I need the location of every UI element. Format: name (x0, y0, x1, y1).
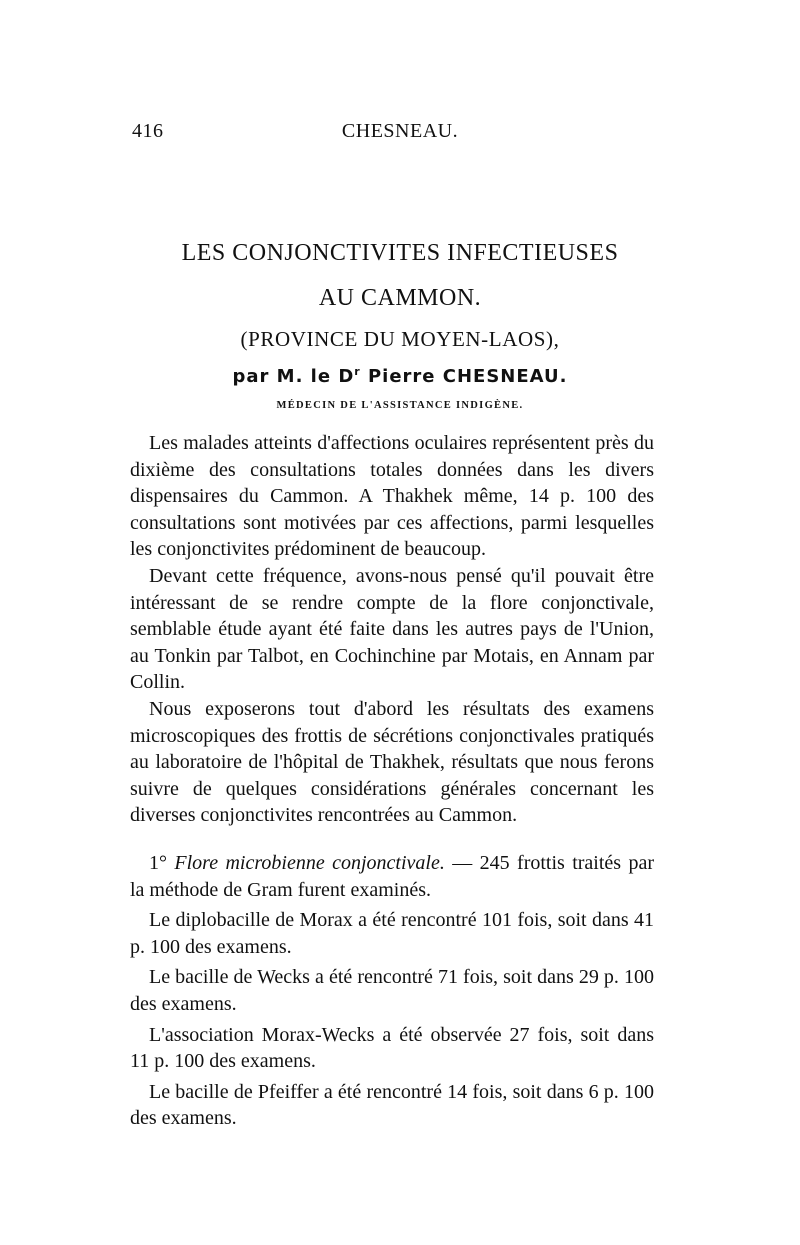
article-title-line-1: LES CONJONCTIVITES INFECTIEUSES (181, 240, 619, 266)
running-head: CHESNEAU. (341, 120, 459, 142)
article-title-line-2: AU CAMMON. (318, 285, 482, 311)
byline-prefix: par M. le D (232, 366, 355, 387)
section-1 (130, 850, 654, 1136)
section-1-intro (130, 850, 654, 903)
byline-sup: r (354, 365, 361, 378)
paragraph: Devant cette fréquence, avons-nous pensé qu'il pouvait être intéressant de se rendre compte de la flore conjonctivale, semblable étude ayant été faite dans les autres pays de l'Union, au Tonkin par Talbot, en Cochinchine par Motais, en Annam par Collin. (130, 564, 654, 694)
intro-text (130, 430, 654, 829)
result-paragraph: Le bacille de Wecks a été rencontré 71 fois, soit dans 29 p. 100 des examens. (130, 966, 654, 1015)
paragraph: Les malades atteints d'affections oculaires représentent près du dixième des consultations totales données dans les divers dispensaires du Cammon. A Thakhek même, 14 p. 100 des consultations sont motivées par ces affections, parmi lesquelles les conjonctivites prédominent de beaucoup. (130, 432, 654, 561)
author-affiliation: MÉDECIN DE L'ASSISTANCE INDIGÈNE. (276, 400, 524, 411)
result-paragraph: Le bacille de Pfeiffer a été rencontré 14 fois, soit dans 6 p. 100 des examens. (130, 1080, 654, 1130)
article-subtitle: (PROVINCE DU MOYEN-LAOS), (240, 327, 560, 351)
section-number: 1° (149, 852, 167, 874)
byline-name: Pierre CHESNEAU. (360, 366, 568, 387)
result-paragraph: L'association Morax-Wecks a été observée 27 fois, soit dans 11 p. 100 des examens. (130, 1023, 654, 1073)
byline (0, 365, 800, 387)
paragraph: Nous exposerons tout d'abord les résultats des examens microscopiques des frottis de sécrétions conjonctivales pratiqués au laboratoire de l'hôpital de Thakhek, résultats que nous ferons suivre de quelques considérations générales concernant les diverses conjonctivites rencontrées au Cammon. (130, 697, 654, 827)
result-paragraph: Le diplobacille de Morax a été rencontré 101 fois, soit dans 41 p. 100 des examens. (130, 909, 654, 958)
section-heading: Flore microbienne conjonctivale. (174, 852, 445, 874)
page-number: 416 (132, 120, 164, 142)
section-intro-text: — 245 frottis traités par la méthode de Gram furent examinés. (130, 852, 655, 901)
